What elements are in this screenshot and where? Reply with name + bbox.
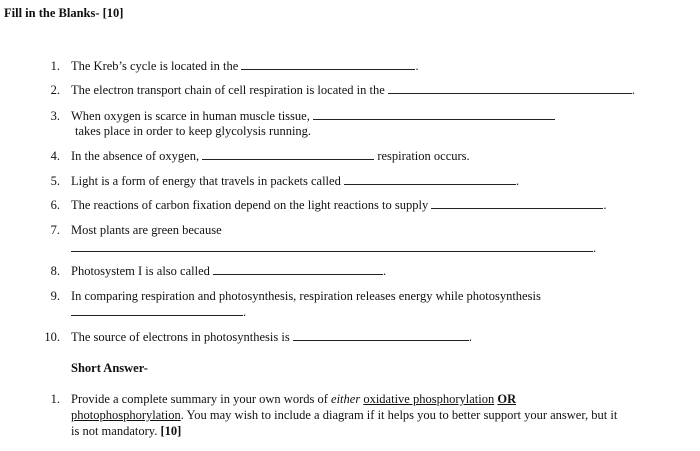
- item-number: 1.: [50, 392, 60, 406]
- period: .: [631, 83, 636, 97]
- short-answer-line-3: [71, 424, 181, 439]
- sa-either: either: [331, 392, 361, 406]
- period: .: [243, 305, 247, 319]
- item-4-question: [71, 149, 470, 164]
- item-7-answer-line: [71, 241, 596, 256]
- question-text: Photosystem I is also called: [71, 264, 210, 278]
- short-answer-line-2: [71, 408, 617, 423]
- sa-or: OR: [497, 392, 517, 406]
- item-1-question: [71, 59, 419, 74]
- item-8-question: [71, 264, 386, 279]
- item-number: 9.: [50, 289, 60, 303]
- item-number: 1.: [50, 59, 60, 73]
- item-number: 3.: [50, 109, 60, 123]
- sa-photophosphorylation: photophosphorylation: [71, 408, 181, 422]
- item-number: 5.: [50, 174, 60, 188]
- question-text: Light is a form of energy that travels in packets called: [71, 174, 341, 188]
- answer-blank[interactable]: [344, 174, 516, 185]
- item-number: 4.: [50, 149, 60, 163]
- question-text: In the absence of oxygen,: [71, 149, 200, 163]
- item-number: 10.: [44, 330, 60, 344]
- sa-oxidative-phosphorylation: oxidative phosphorylation: [363, 392, 495, 406]
- item-10-question: [71, 330, 472, 345]
- period: .: [468, 330, 472, 344]
- item-number: 8.: [50, 264, 60, 278]
- item-7-question: Most plants are green because: [71, 223, 222, 237]
- answer-blank[interactable]: [431, 198, 603, 209]
- item-5-question: [71, 174, 519, 189]
- question-text: The Kreb’s cycle is located in the: [71, 59, 239, 73]
- question-text: When oxygen is scarce in human muscle tissue,: [71, 109, 310, 123]
- answer-blank[interactable]: [313, 109, 555, 120]
- item-2-question: [71, 83, 635, 98]
- question-text: The electron transport chain of cell respiration is located in the: [71, 83, 385, 97]
- question-text: The source of electrons in photosynthesis is: [71, 330, 290, 344]
- period: .: [593, 241, 597, 255]
- period: .: [383, 264, 387, 278]
- fill-blanks-heading: Fill in the Blanks- [10]: [4, 6, 124, 20]
- question-text: The reactions of carbon fixation depend on the light reactions to supply: [71, 198, 429, 212]
- sa-points: [10]: [160, 424, 182, 438]
- answer-blank[interactable]: [71, 305, 243, 316]
- answer-blank[interactable]: [293, 330, 469, 341]
- item-6-question: [71, 198, 606, 213]
- item-9-question: In comparing respiration and photosynthesis, respiration releases energy while photosynthesis: [71, 289, 541, 303]
- answer-blank[interactable]: [202, 149, 374, 160]
- answer-blank[interactable]: [388, 83, 632, 94]
- question-text-after: respiration occurs.: [377, 149, 470, 163]
- answer-blank[interactable]: [213, 264, 383, 275]
- answer-blank[interactable]: [71, 241, 593, 252]
- period: .: [515, 174, 520, 188]
- item-9-answer-line: [71, 305, 246, 320]
- short-answer-heading: Short Answer-: [71, 361, 148, 375]
- item-3-continuation: takes place in order to keep glycolysis running.: [75, 124, 312, 138]
- period: .: [415, 59, 419, 73]
- short-answer-line-1: [71, 392, 516, 407]
- period: .: [603, 198, 607, 212]
- sa-text: is not mandatory.: [71, 424, 161, 438]
- item-number: 7.: [50, 223, 60, 237]
- sa-text: . You may wish to include a diagram if it helps you to better support your answer, but it: [180, 408, 618, 422]
- answer-blank[interactable]: [241, 59, 415, 70]
- item-number: 2.: [50, 83, 60, 97]
- item-3-question: [71, 109, 555, 124]
- sa-text: Provide a complete summary in your own words of: [71, 392, 332, 406]
- item-number: 6.: [50, 198, 60, 212]
